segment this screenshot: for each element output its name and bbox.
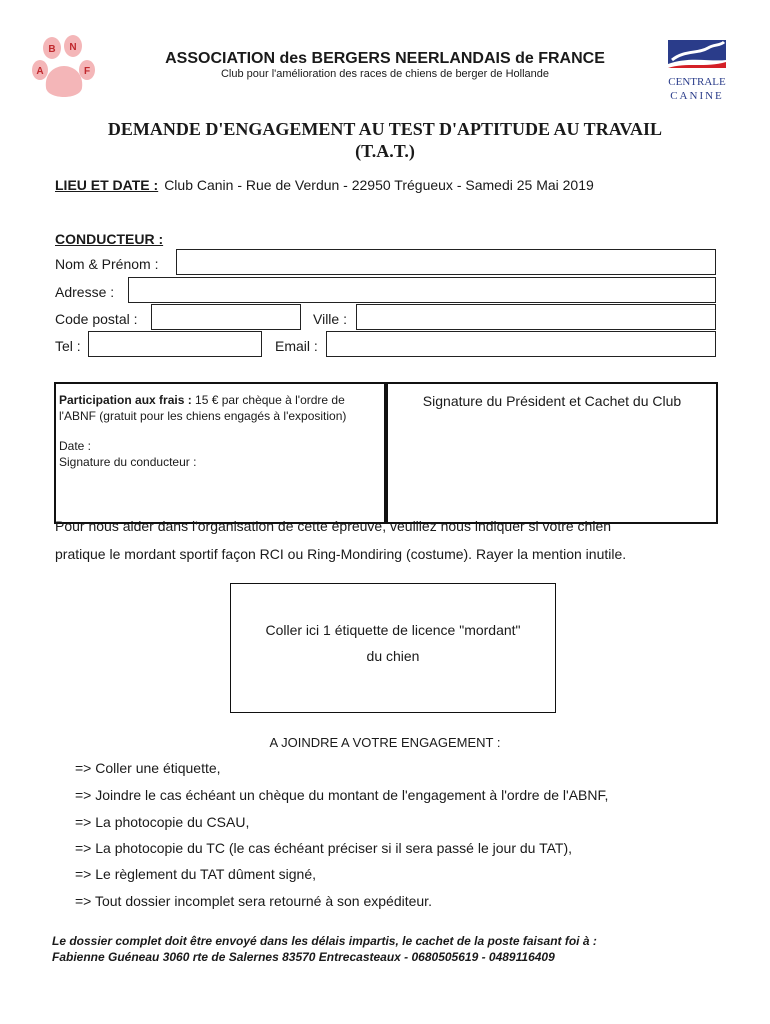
- list-item: => La photocopie du TC (le cas échéant préciser si il sera passé le jour du TAT),: [75, 840, 572, 856]
- logo-letter-n: N: [69, 42, 77, 53]
- footer-line2: Fabienne Guéneau 3060 rte de Salernes 83570 Entrecasteaux - 0680505619 - 0489116409: [52, 950, 555, 964]
- president-signature-box: [386, 382, 718, 524]
- footer-line1: Le dossier complet doit être envoyé dans les délais impartis, le cachet de la poste faisant foi à :: [52, 934, 597, 948]
- code-postal-label: Code postal :: [55, 311, 138, 327]
- tel-label: Tel :: [55, 338, 81, 354]
- list-item: => La photocopie du CSAU,: [75, 814, 250, 830]
- participation-text: [59, 392, 377, 470]
- participation-details: 15 € par chèque à l'ordre de l'ABNF (gratuit pour les chiens engagés à l'exposition): [59, 393, 347, 423]
- president-signature-label: Signature du Président et Cachet du Club: [422, 393, 682, 409]
- footer-note: [52, 933, 752, 965]
- participation-label: Participation aux frais :: [59, 393, 192, 407]
- logo-letter-a: A: [36, 66, 44, 77]
- list-item: => Tout dossier incomplet sera retourné à son expéditeur.: [75, 893, 432, 909]
- lieu-label: LIEU ET DATE :: [55, 177, 159, 193]
- lieu-value: Club Canin - Rue de Verdun - 22950 Trégueux - Samedi 25 Mai 2019: [164, 177, 594, 193]
- ville-label: Ville :: [313, 311, 347, 327]
- list-item: => Coller une étiquette,: [75, 760, 221, 776]
- email-label: Email :: [275, 338, 318, 354]
- list-item: => Joindre le cas échéant un chèque du montant de l'engagement à l'ordre de l'ABNF,: [75, 787, 609, 803]
- abnf-paw-logo: [30, 32, 100, 104]
- logo-letter-b: B: [48, 44, 56, 55]
- association-subtitle: Club pour l'amélioration des races de chiens de berger de Hollande: [220, 68, 550, 80]
- nom-prenom-label: Nom & Prénom :: [55, 256, 159, 272]
- logo-letter-f: F: [83, 66, 91, 77]
- nom-prenom-field[interactable]: [176, 249, 716, 275]
- etiquette-licence-box: [230, 583, 556, 713]
- document-title-line2: (T.A.T.): [355, 141, 415, 161]
- tel-field[interactable]: [88, 331, 262, 357]
- joindre-title: A JOINDRE A VOTRE ENGAGEMENT :: [269, 735, 501, 750]
- logo-centrale-text: CENTRALE: [668, 76, 726, 88]
- date-label: Date :: [59, 439, 92, 453]
- aide-line1: Pour nous aider dans l'organisation de cette épreuve, veuillez nous indiquer si votre chien: [55, 518, 612, 534]
- centrale-canine-logo: [660, 38, 734, 104]
- lieu-et-date: [55, 177, 594, 193]
- signature-conducteur-label: Signature du conducteur :: [59, 455, 197, 469]
- etiquette-line2: du chien: [366, 648, 420, 664]
- code-postal-field[interactable]: [151, 304, 301, 330]
- aide-line2: pratique le mordant sportif façon RCI ou Ring-Mondiring (costume). Rayer la mention inutile.: [55, 546, 627, 562]
- participation-box: [54, 382, 386, 524]
- adresse-field[interactable]: [128, 277, 716, 303]
- list-item: => Le règlement du TAT dûment signé,: [75, 866, 317, 882]
- document-title: [20, 118, 750, 162]
- logo-canine-text: CANINE: [670, 90, 724, 102]
- email-field[interactable]: [326, 331, 716, 357]
- ville-field[interactable]: [356, 304, 716, 330]
- conducteur-title: CONDUCTEUR :: [55, 231, 164, 247]
- association-title: ASSOCIATION des BERGERS NEERLANDAIS de FRANCE: [165, 50, 605, 67]
- etiquette-line1: Coller ici 1 étiquette de licence "mordant": [265, 622, 521, 638]
- document-title-line1: DEMANDE D'ENGAGEMENT AU TEST D'APTITUDE AU TRAVAIL: [107, 119, 663, 139]
- adresse-label: Adresse :: [55, 284, 115, 300]
